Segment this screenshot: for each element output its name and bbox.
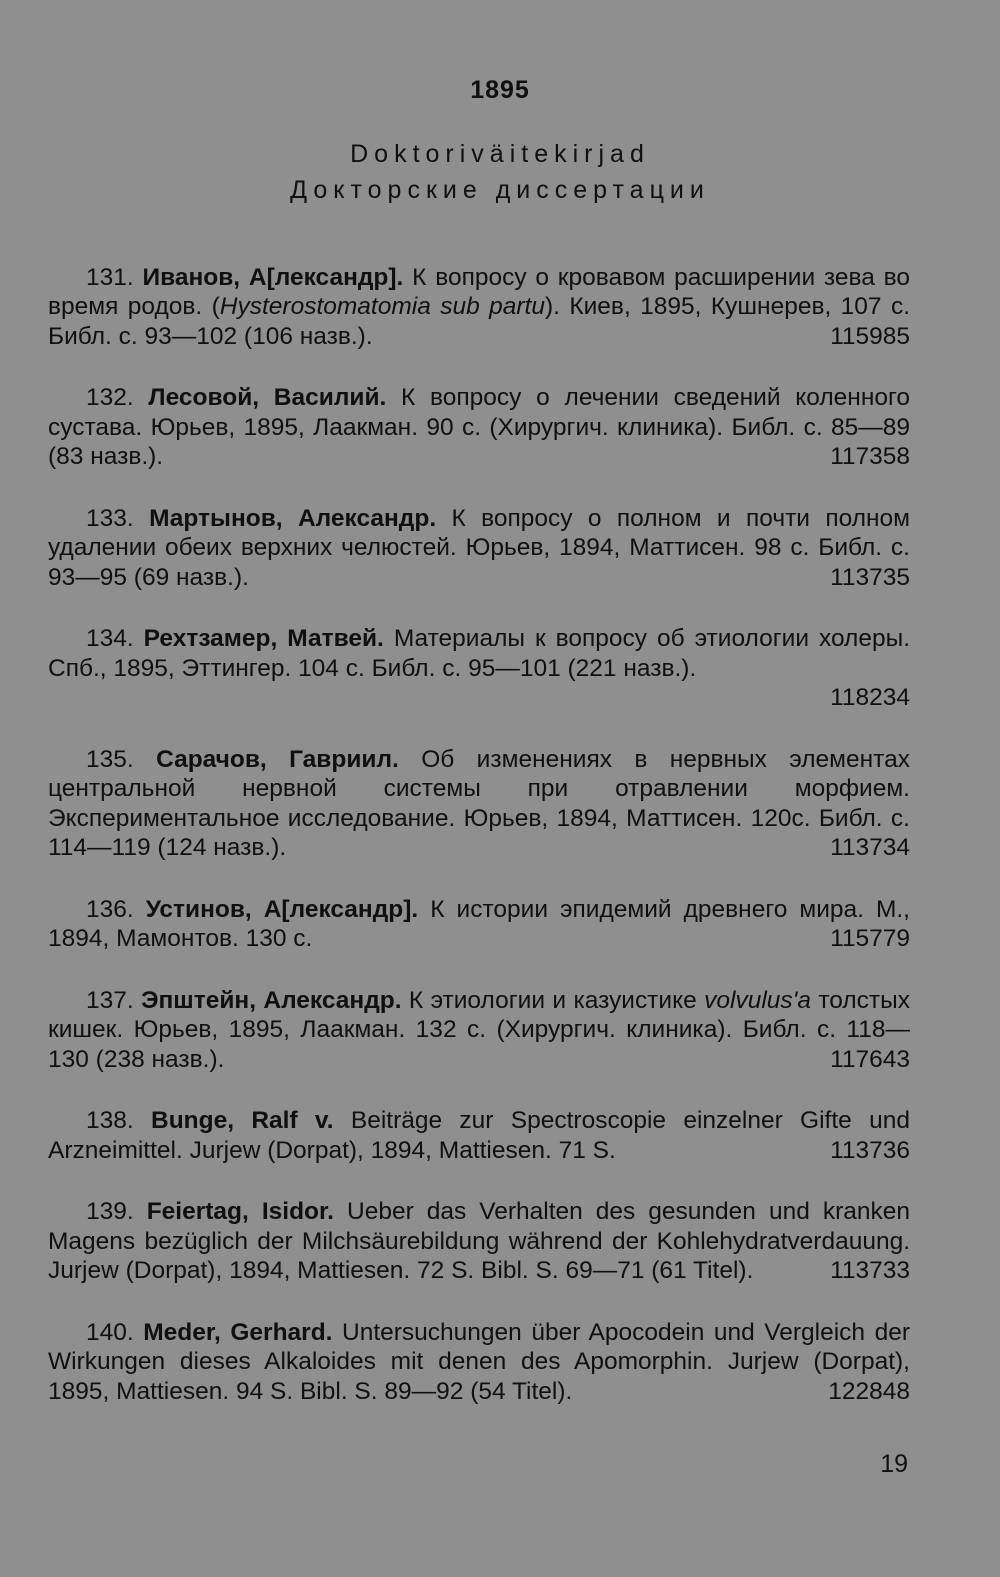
entry-number: 136. <box>86 895 134 923</box>
bibliography-entry-139 <box>48 1197 910 1286</box>
entry-catalog-number: 115779 <box>830 925 910 952</box>
entry-author: Мартынов, Александр. <box>149 504 437 532</box>
entry-number: 133. <box>86 504 134 532</box>
entry-number: 135. <box>86 745 134 773</box>
page-year-header: 1895 <box>470 76 530 104</box>
bibliography-list <box>48 238 910 1438</box>
bibliography-entry-134 <box>48 624 910 713</box>
bibliography-entry-132 <box>48 383 910 472</box>
section-heading-russian: Докторские диссертации <box>290 176 710 204</box>
entry-author: Сарачов, Гавриил. <box>156 745 399 773</box>
entry-catalog-number: 118234 <box>830 684 910 711</box>
entry-catalog-number: 113733 <box>830 1257 910 1284</box>
entry-catalog-number: 117358 <box>830 443 910 470</box>
bibliography-entry-138 <box>48 1106 910 1165</box>
entry-author: Meder, Gerhard. <box>143 1318 333 1346</box>
entry-number: 134. <box>86 625 134 652</box>
entry-number: 138. <box>86 1107 134 1134</box>
entry-author: Bunge, Ralf v. <box>151 1107 334 1134</box>
entry-catalog-number: 115985 <box>830 322 910 350</box>
entry-text: Ueber das Verhalten des gesunden und kranken Magens bezüglich der Milchsäurebildung während der Kohlehydratverdauung. Jurjew (Dorpat), 1894, Mattiesen. 72 S. Bibl. S. 69—71 (61 Titel). <box>48 1198 910 1284</box>
bibliography-entry-131 <box>48 263 910 352</box>
entry-number: 131. <box>86 263 134 291</box>
entry-text: К вопросу о кровавом расширении зева во время родов. ( <box>48 263 911 320</box>
bibliography-entry-140 <box>48 1318 910 1407</box>
entry-author: Иванов, А[лександр]. <box>142 263 404 291</box>
entry-number: 140. <box>86 1318 134 1346</box>
entry-text: Untersuchungen über Apocodein und Vergleich der Wirkungen dieses Alkaloides mit denen des Apomorphin. Jurjew (Dorpat), 1895, Mattiesen. 94 S. Bibl. S. 89—92 (54 Titel). <box>48 1318 910 1405</box>
entry-text-italic: Hysterostomatomia sub partu <box>219 293 545 320</box>
entry-catalog-number: 113735 <box>830 563 910 591</box>
entry-number: 139. <box>86 1198 134 1225</box>
entry-author: Рехтзамер, Матвей. <box>143 625 384 652</box>
page-number: 19 <box>880 1450 908 1478</box>
entry-number: 137. <box>86 986 134 1014</box>
entry-number: 132. <box>86 384 134 411</box>
entry-text-italic: volvulus'a <box>704 986 811 1014</box>
entry-author: Устинов, А[лександр]. <box>145 895 419 923</box>
entry-catalog-number: 113736 <box>830 1136 910 1164</box>
entry-author: Лесовой, Василий. <box>148 384 387 411</box>
entry-text: К вопросу о лечении сведений коленного сустава. Юрьев, 1895, Лаакман. 90 с. (Хирургич. клиника). Библ. с. 85—89 (83 назв.). <box>48 384 910 470</box>
entry-text: Материалы к вопросу об этиологии холеры. Спб., 1895, Эттингер. 104 с. Библ. с. 95—101 (221 назв.). <box>48 625 911 682</box>
bibliography-entry-137 <box>48 986 910 1075</box>
entry-author: Эпштейн, Александр. <box>141 986 402 1014</box>
bibliography-entry-135 <box>48 745 910 863</box>
entry-text: К истории эпидемий древнего мира. М., 1894, Мамонтов. 130 с. <box>48 895 910 952</box>
entry-catalog-number: 117643 <box>830 1045 910 1073</box>
section-heading-estonian: Doktoriväitekirjad <box>350 140 650 168</box>
bibliography-entry-133 <box>48 504 910 593</box>
entry-text: толстых кишек. Юрьев, 1895, Лаакман. 132 с. (Хирургич. клиника). Библ. с. 118—130 (238 назв.). <box>48 986 910 1073</box>
entry-author: Feiertag, Isidor. <box>146 1198 334 1225</box>
bibliography-entry-136 <box>48 895 910 954</box>
entry-catalog-number: 122848 <box>828 1377 910 1405</box>
entry-catalog-number: 113734 <box>830 834 910 861</box>
entry-text: К вопросу о полном и почти полном удалении обеих верхних челюстей. Юрьев, 1894, Маттисен. 98 с. Библ. с. 93—95 (69 назв.). <box>48 504 911 591</box>
entry-text: ). Киев, 1895, Кушнерев, 107 с. Библ. с. 93—102 (106 назв.). <box>48 293 911 350</box>
entry-text: Об изменениях в нервных элементах центральной нервной системы при отравлении морфием. Экспериментальное исследование. Юрьев, 1894, Маттисен. 120с. Библ. с. 114—119 (124 назв.). <box>48 745 910 861</box>
entry-text: Beiträge zur Spectroscopie einzelner Gifte und Arzneimittel. Jurjew (Dorpat), 1894, Mattiesen. 71 S. <box>48 1107 910 1164</box>
entry-text: К этиологии и казуистике <box>408 986 705 1014</box>
